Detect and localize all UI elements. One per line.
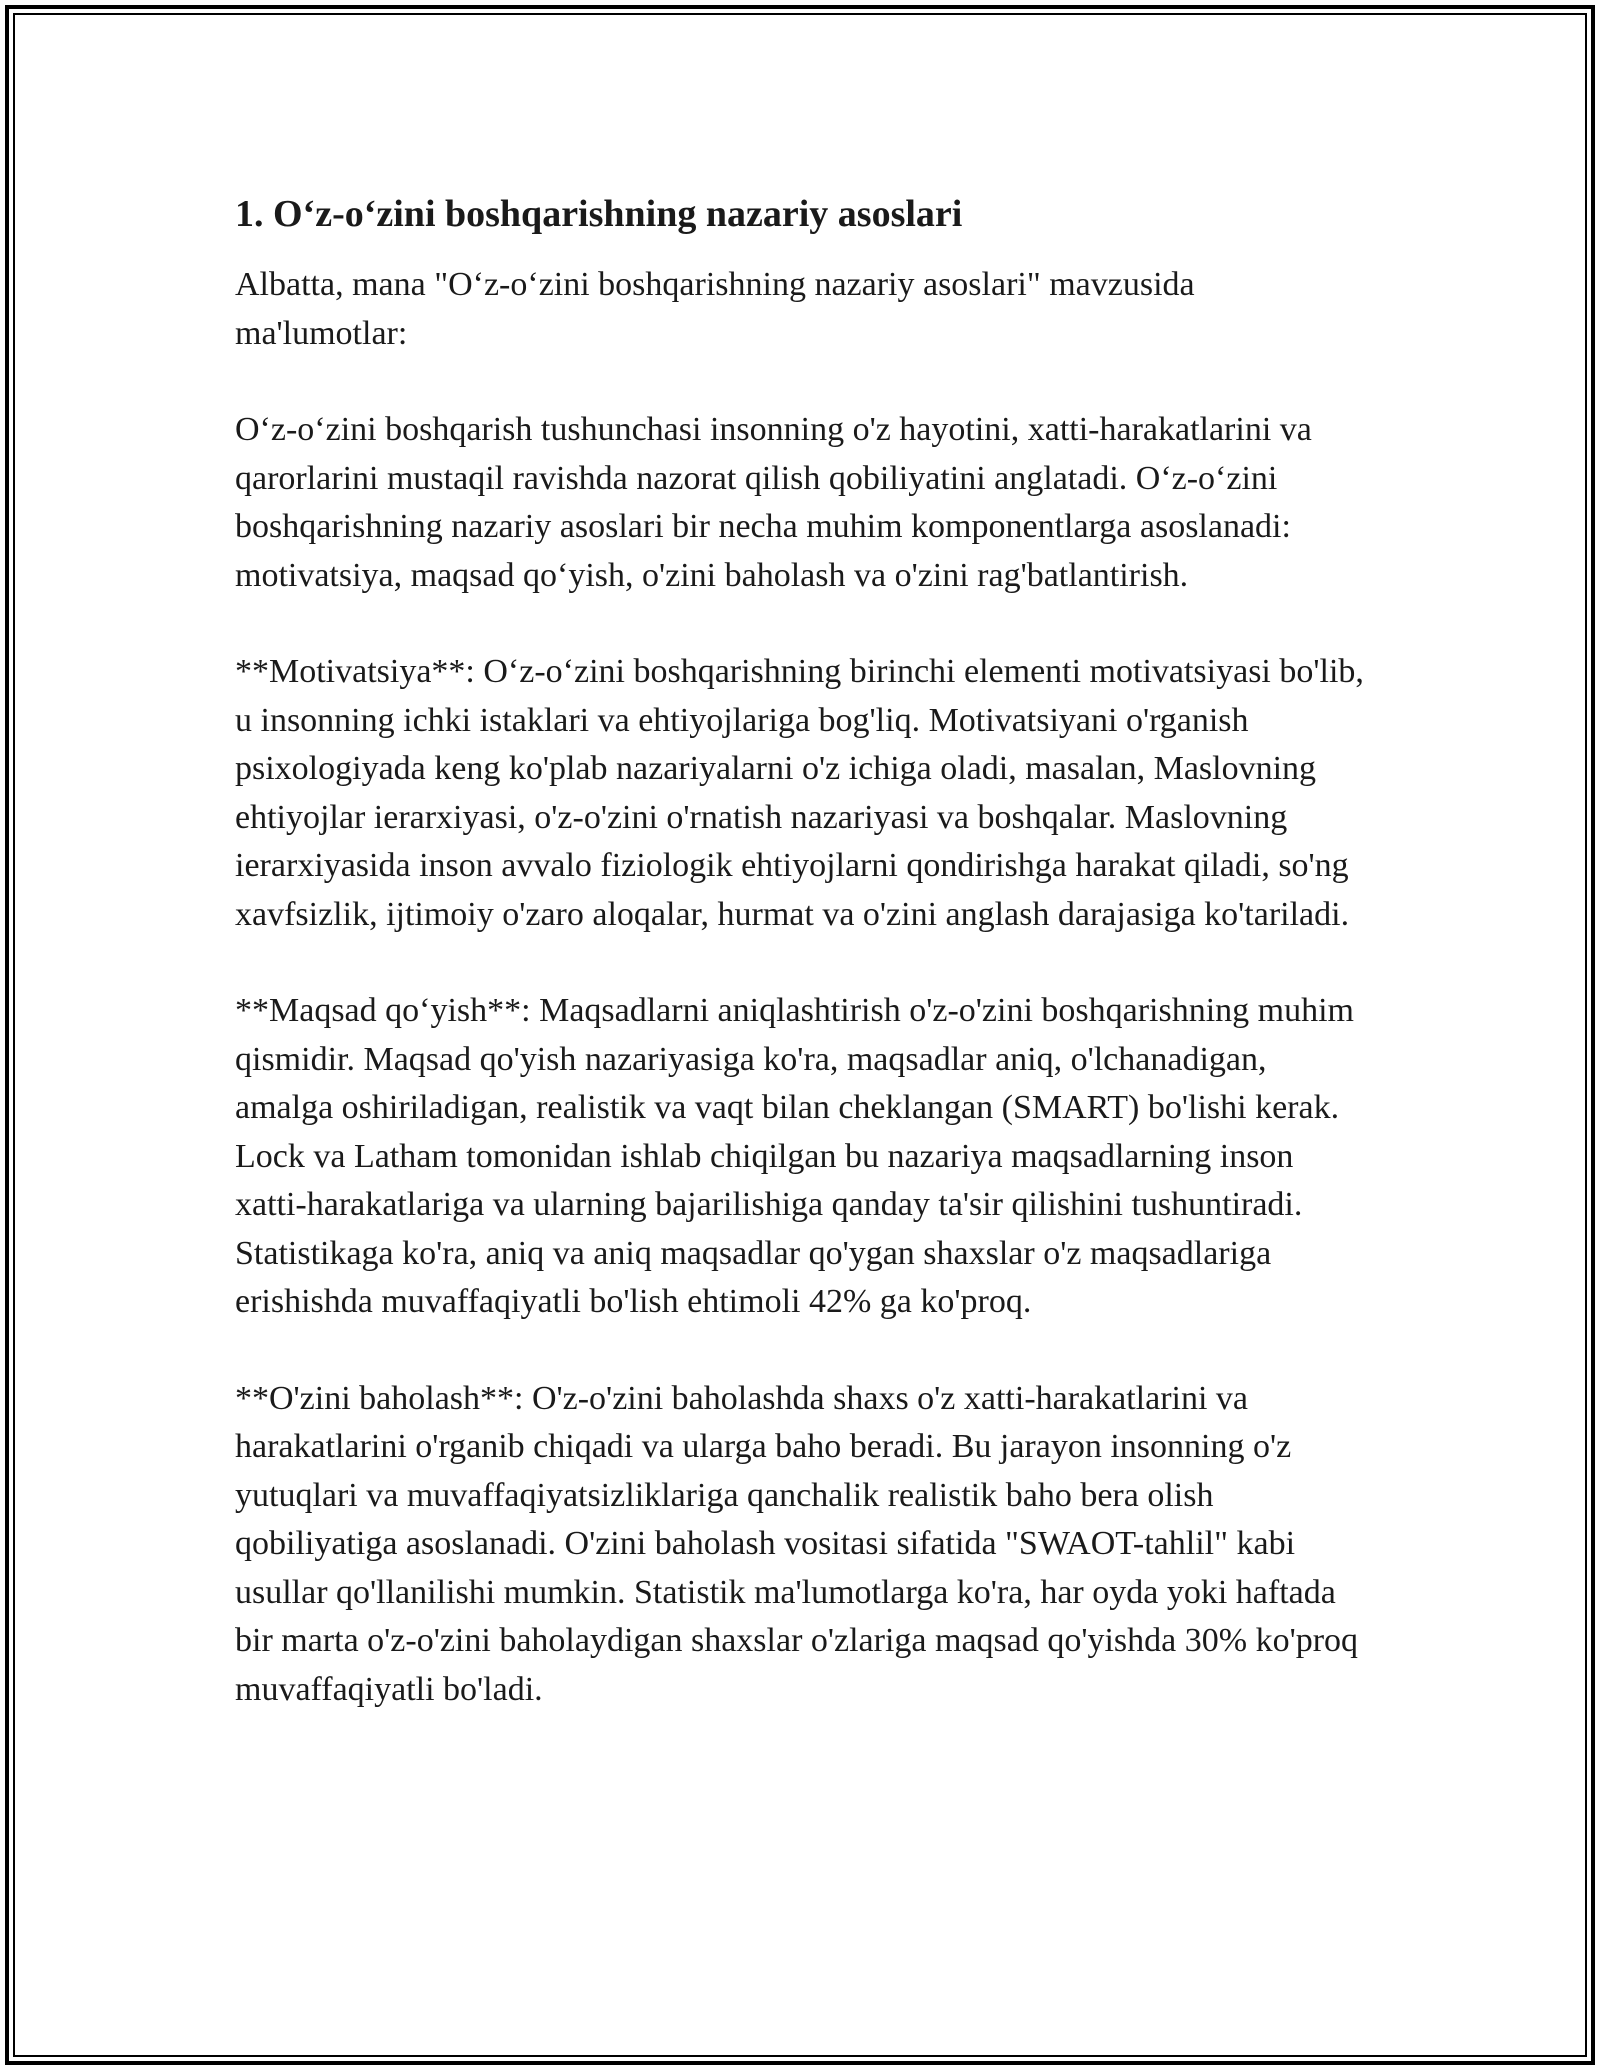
self-assessment-paragraph: **O'zini baholash**: O'z-o'zini baholashda shaxs o'z xatti-harakatlarini va harakatlarini o'rganib chiqadi va ularga baho beradi. Bu jarayon insonning o'z yutuqlari va muvaffaqiyatsizliklariga qanchalik realistik baho bera olish qobiliyatiga asoslanadi. O'zini baholash vositasi sifatida "SWAOT-tahlil" kabi usullar qo'llanilishi mumkin. Statistik ma'lumotlarga ko'ra, har oyda yoki haftada bir marta o'z-o'zini baholaydigan shaxslar o'zlariga maqsad qo'yishda 30% ko'proq muvaffaqiyatli bo'ladi. xyxy=(235,1379,1359,1708)
document-body xyxy=(235,185,1370,1714)
definition-paragraph: O‘z-o‘zini boshqarish tushunchasi insonning o'z hayotini, xatti-harakatlarini va qarorlarini mustaqil ravishda nazorat qilish qobiliyatini anglatadi. O‘z-o‘zini boshqarishning nazariy asoslari bir necha muhim komponentlarga asoslanadi: motivatsiya, maqsad qo‘yish, o'zini baholash va o'zini rag'batlantirish. xyxy=(235,411,1312,594)
intro-paragraph: Albatta, mana "O‘z-o‘zini boshqarishning nazariy asoslari" mavzusida ma'lumotlar: xyxy=(235,266,1195,352)
motivation-paragraph: **Motivatsiya**: O‘z-o‘zini boshqarishning birinchi elementi motivatsiyasi bo'lib, u insonning ichki istaklari va ehtiyojlariga bog'liq. Motivatsiyani o'rganish psixologiyada keng ko'plab nazariyalarni o'z ichiga oladi, masalan, Maslovning ehtiyojlar ierarxiyasi, o'z-o'zini o'rnatish nazariyasi va boshqalar. Maslovning ierarxiyasida inson avvalo fiziologik ehtiyojlarni qondirishga harakat qiladi, so'ng xavfsizlik, ijtimoiy o'zaro aloqalar, hurmat va o'zini anglash darajasiga ko'tariladi. xyxy=(235,653,1364,933)
goal-setting-paragraph: **Maqsad qo‘yish**: Maqsadlarni aniqlashtirish o'z-o'zini boshqarishning muhim qismidir. Maqsad qo'yish nazariyasiga ko'ra, maqsadlar aniq, o'lchanadigan, amalga oshiriladigan, realistik va vaqt bilan cheklangan (SMART) bo'lishi kerak. Lock va Latham tomonidan ishlab chiqilgan bu nazariya maqsadlarning inson xatti-harakatlariga va ularning bajarilishiga qanday ta'sir qilishini tushuntiradi. Statistikaga ko'ra, aniq va aniq maqsadlar qo'ygan shaxslar o'z maqsadlariga erishishda muvaffaqiyatli bo'lish ehtimoli 42% ga ko'proq. xyxy=(235,992,1354,1320)
section-heading: 1. O‘z-o‘zini boshqarishning nazariy asoslari xyxy=(235,193,963,235)
